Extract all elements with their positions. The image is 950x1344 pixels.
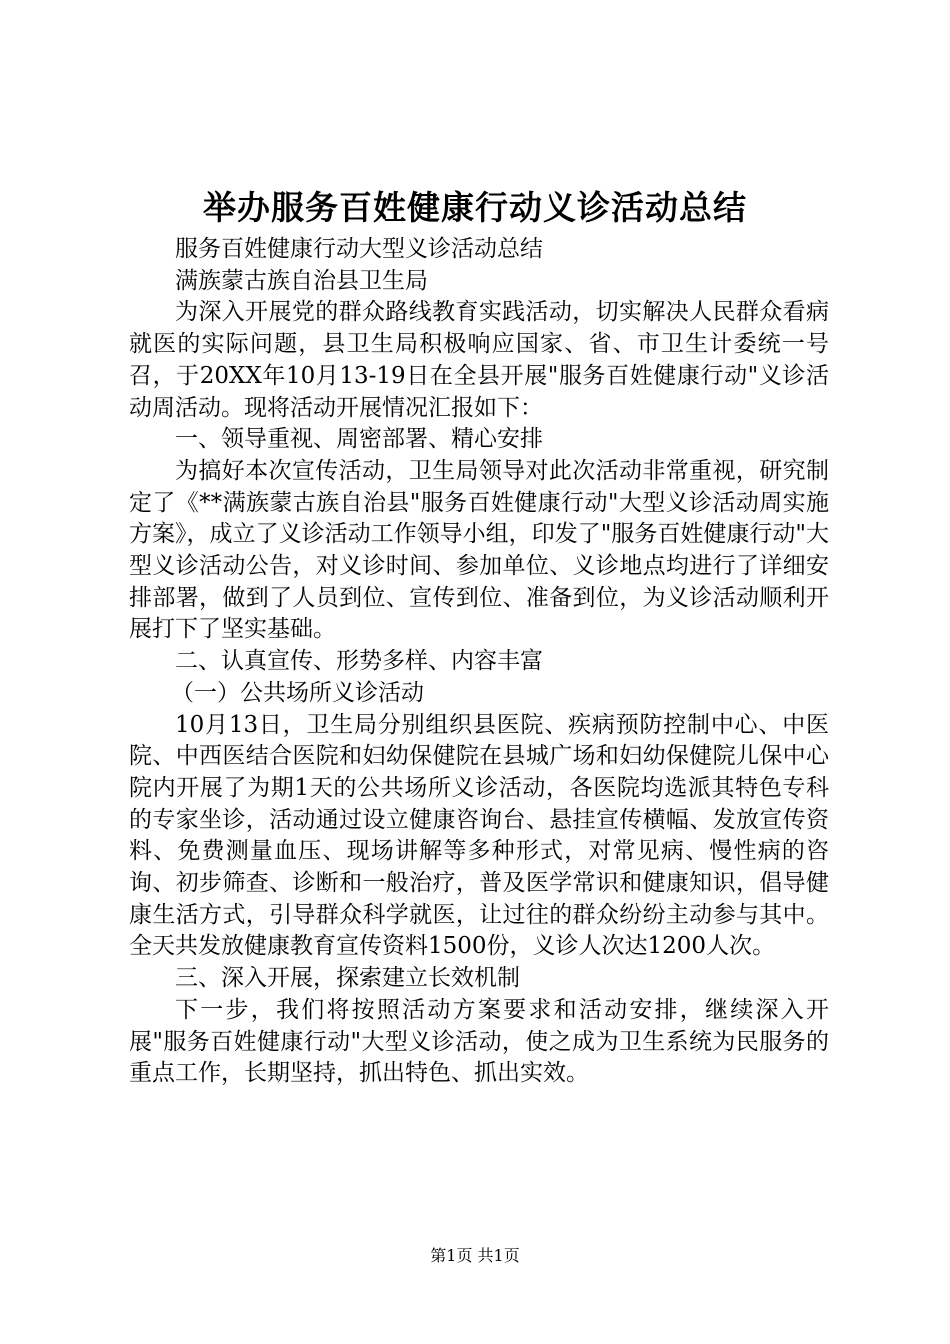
document-title: 举办服务百姓健康行动义诊活动总结 [203, 188, 747, 227]
issuer-paragraph: 满族蒙古族自治县卫生局 [175, 267, 428, 294]
section-heading-3: 三、深入开展，探索建立长效机制 [175, 965, 520, 992]
page-footer: 第1页 共1页 [430, 1246, 520, 1265]
document-body [129, 234, 829, 1090]
subsection-heading-2-1: （一）公共场所义诊活动 [171, 679, 424, 706]
section-2-paragraph: 10月13日，卫生局分别组织县医院、疾病预防控制中心、中医院、中西医结合医院和妇幼保健院在县城广场和妇幼保健院儿保中心院内开展了为期1天的公共场所义诊活动，各医院均选派其特色专科的专家坐诊，活动通过设立健康咨询台、悬挂宣传横幅、发放宣传资料、免费测量血压、现场讲解等多种形式，对常见病、慢性病的咨询、初步筛查、诊断和一般治疗，普及医学常识和健康知识，倡导健康生活方式，引导群众科学就医，让过往的群众纷纷主动参与其中。全天共发放健康教育宣传资料1500份，义诊人次达1200人次。 [129, 711, 829, 960]
section-1-paragraph: 为搞好本次宣传活动，卫生局领导对此次活动非常重视，研究制定了《**满族蒙古族自治县"服务百姓健康行动"大型义诊活动周实施方案》，成立了义诊活动工作领导小组，印发了"服务百姓健康行动"大型义诊活动公告，对义诊时间、参加单位、义诊地点均进行了详细安排部署，做到了人员到位、宣传到位、准备到位，为义诊活动顺利开展打下了坚实基础。 [129, 457, 829, 643]
subtitle-paragraph: 服务百姓健康行动大型义诊活动总结 [175, 236, 543, 262]
section-heading-2: 二、认真宣传、形势多样、内容丰富 [175, 648, 543, 675]
section-3-paragraph: 下一步，我们将按照活动方案要求和活动安排，继续深入开展"服务百姓健康行动"大型义诊活动，使之成为卫生系统为民服务的重点工作，长期坚持，抓出特色、抓出实效。 [129, 996, 829, 1087]
intro-paragraph: 为深入开展党的群众路线教育实践活动，切实解决人民群众看病就医的实际问题，县卫生局积极响应国家、省、市卫生计委统一号召，于20XX年10月13-19日在全县开展"服务百姓健康行动"义诊活动周活动。现将活动开展情况汇报如下： [129, 299, 829, 421]
section-heading-1: 一、领导重视、周密部署、精心安排 [175, 426, 543, 453]
